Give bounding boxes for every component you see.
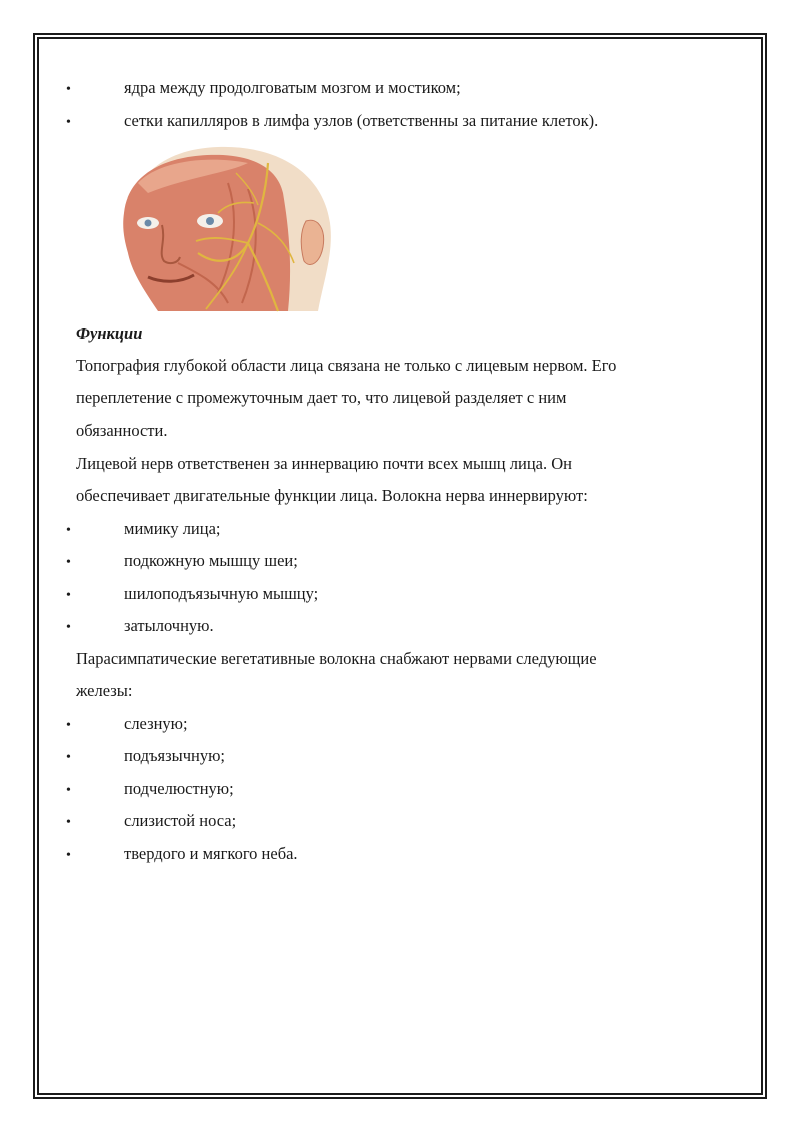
list-item: слезную; [124,714,188,733]
list-item: мимику лица; [124,519,221,538]
paragraph-line: переплетение с промежуточным дает то, что лицевой разделяет с ним [76,388,567,407]
bullet-marker: • [66,523,71,538]
list-item: подъязычную; [124,746,226,765]
bullet-marker: • [66,82,71,97]
paragraph-line: Парасимпатические вегетативные волокна снабжают нервами следующие [76,649,597,668]
bullet-marker: • [66,620,71,635]
bullet-marker: • [66,115,71,130]
list-item: подчелюстную; [124,779,234,798]
list-item: твердого и мягкого неба. [124,844,298,863]
paragraph-line: железы: [76,681,133,700]
paragraph-line: Топография глубокой области лица связана не только с лицевым нервом. Его [76,356,617,375]
head-nerve-anatomy-icon [118,143,340,313]
list-item: сетки капилляров в лимфа узлов (ответственны за питание клеток). [124,111,599,130]
bullet-marker: • [66,555,71,570]
head-nerve-anatomy-illustration [118,143,340,313]
paragraph-line: Лицевой нерв ответственен за иннервацию почти всех мышц лица. Он [76,454,572,473]
bullet-marker: • [66,588,71,603]
list-item: ядра между продолговатым мозгом и мостиком; [124,78,461,97]
paragraph-line: обеспечивает двигательные функции лица. Волокна нерва иннервируют: [76,486,588,505]
list-item: затылочную. [124,616,214,635]
paragraph-line: обязанности. [76,421,168,440]
list-item: шилоподъязычную мышцу; [124,584,319,603]
bullet-marker: • [66,718,71,733]
section-heading: Функции [76,324,143,343]
bullet-marker: • [66,815,71,830]
bullet-marker: • [66,783,71,798]
list-item: слизистой носа; [124,811,237,830]
bullet-marker: • [66,848,71,863]
list-item: подкожную мышцу шеи; [124,551,298,570]
bullet-marker: • [66,750,71,765]
